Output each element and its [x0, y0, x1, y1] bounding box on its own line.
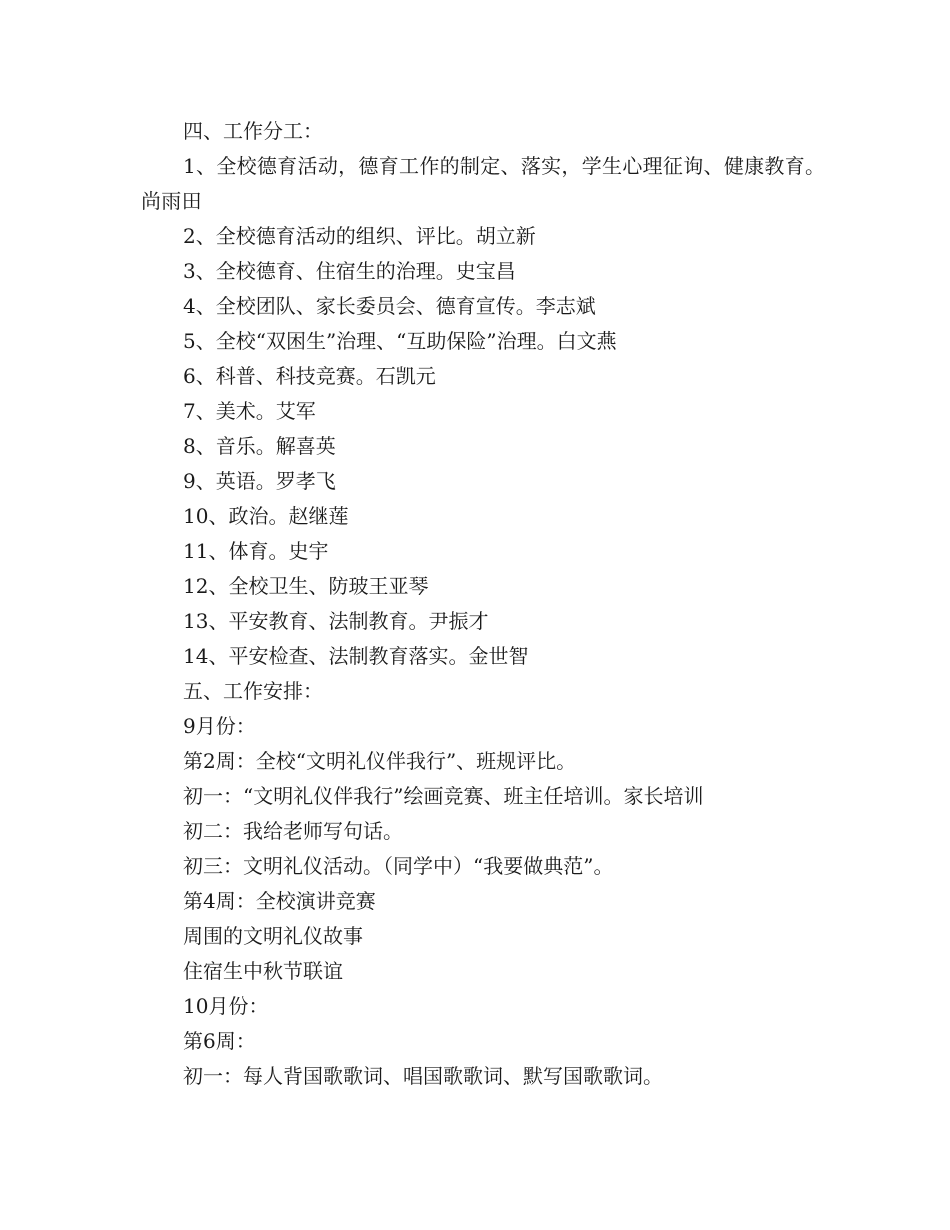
- paragraph-line: 6、科普、科技竞赛。石凯元: [183, 364, 436, 388]
- paragraph-line: 3、全校德育、住宿生的治理。史宝昌: [183, 259, 516, 283]
- paragraph-line: 10、政治。赵继莲: [183, 504, 349, 528]
- paragraph-line: 14、平安检查、法制教育落实。金世智: [183, 644, 529, 668]
- paragraph-line: 4、全校团队、家长委员会、德育宣传。李志斌: [183, 294, 596, 318]
- month-heading: 9月份：: [183, 714, 256, 738]
- paragraph-line: 2、全校德育活动的组织、评比。胡立新: [183, 224, 536, 248]
- paragraph-line: 第4周：全校演讲竞赛: [183, 889, 376, 913]
- paragraph-line: 初一：每人背国歌歌词、唱国歌歌词、默写国歌歌词。: [183, 1064, 663, 1088]
- paragraph-line: 13、平安教育、法制教育。尹振才: [183, 609, 489, 633]
- paragraph-line: 第6周：: [183, 1029, 256, 1053]
- month-heading: 10月份：: [183, 994, 269, 1018]
- paragraph-line: 8、音乐。解喜英: [183, 434, 336, 458]
- paragraph-line: 第2周：全校“文明礼仪伴我行”、班规评比。: [183, 749, 577, 773]
- section-heading-division: 四、工作分工：: [183, 119, 323, 143]
- section-heading-schedule: 五、工作安排：: [183, 679, 323, 703]
- paragraph-line: 周围的文明礼仪故事: [183, 924, 363, 948]
- paragraph-line: 住宿生中秋节联谊: [183, 959, 343, 983]
- paragraph-line: 初一：“文明礼仪伴我行”绘画竞赛、班主任培训。家长培训: [183, 784, 704, 808]
- paragraph-line: 11、体育。史宇: [183, 539, 329, 563]
- paragraph-line: 初二：我给老师写句话。: [183, 819, 403, 843]
- paragraph-line: 12、全校卫生、防玻王亚琴: [183, 574, 429, 598]
- paragraph-line: 5、全校“双困生”治理、“互助保险”治理。白文燕: [183, 329, 617, 353]
- paragraph-line: 1、全校德育活动，德育工作的制定、落实，学生心理征询、健康教育。尚雨田: [141, 154, 826, 213]
- paragraph-line: 9、英语。罗孝飞: [183, 469, 336, 493]
- document-body: [141, 114, 831, 1094]
- paragraph-line: 初三：文明礼仪活动。（同学中）“我要做典范”。: [183, 854, 614, 878]
- paragraph-line: 7、美术。艾军: [183, 399, 316, 423]
